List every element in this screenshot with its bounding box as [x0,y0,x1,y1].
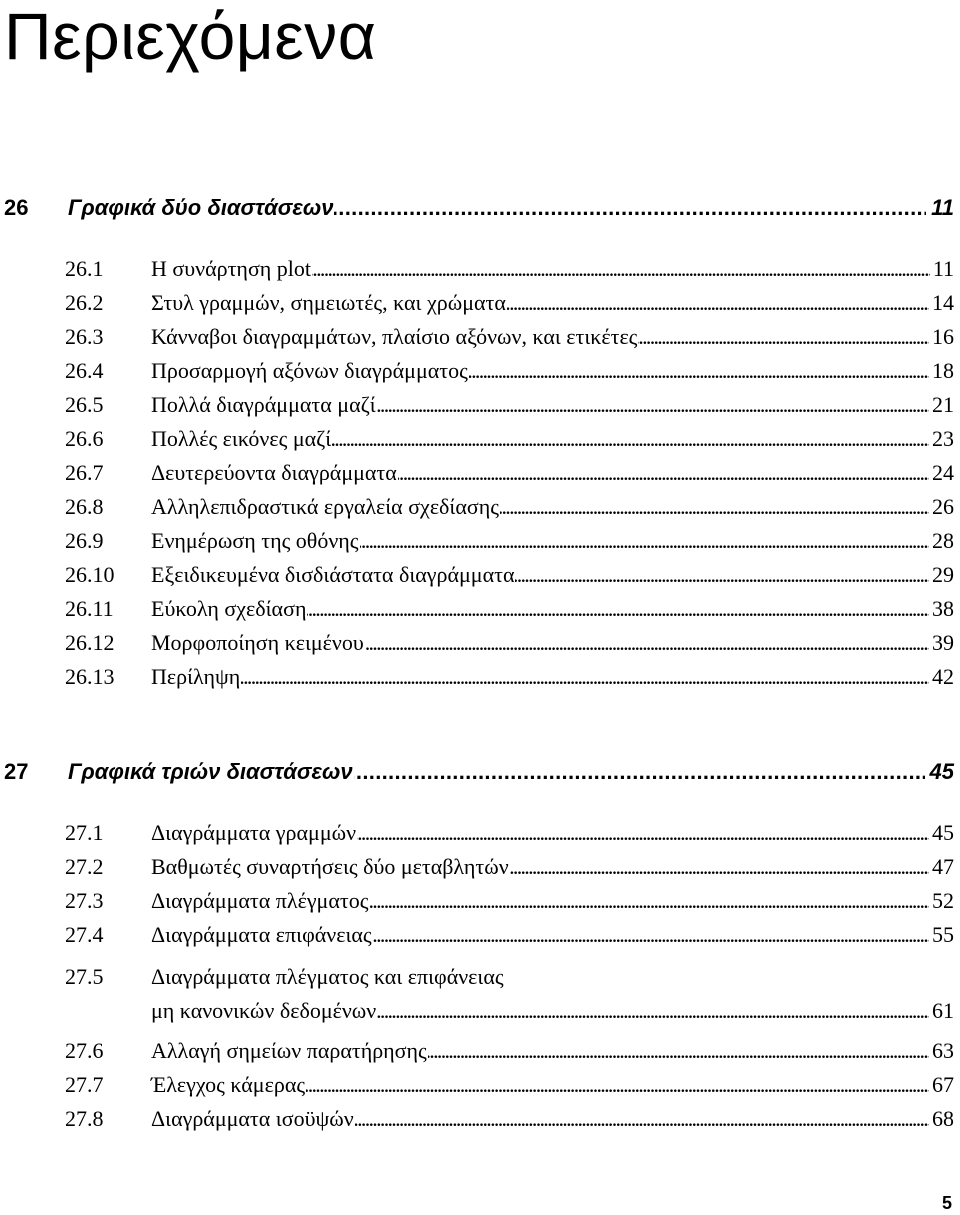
section-page: 52 [932,888,954,913]
section-page: 63 [932,1038,954,1063]
section-page: 21 [932,392,954,417]
toc-entry[interactable] [65,354,954,388]
section-title: Εξειδικευμένα δισδιάστατα διαγράμματα [151,562,515,587]
toc-entry[interactable] [65,456,954,490]
leader-dots [507,286,929,320]
section-title: Έλεγχος κάμερας [151,1072,306,1097]
leader-dots [360,524,929,558]
section-title: Εύκολη σχεδίαση [151,596,307,621]
leader-dots [332,422,929,456]
toc-entry[interactable] [65,884,954,918]
toc-entry[interactable] [65,816,954,850]
section-page: 68 [932,1106,954,1131]
leader-dots [377,388,929,422]
section-number: 27.2 [65,854,104,879]
section-number: 26.5 [65,392,104,417]
toc-entry[interactable] [65,524,954,558]
section-number: 26.11 [65,596,114,621]
section-title: Μορφοποίηση κειμένου [151,630,364,655]
section-number: 26.7 [65,460,104,485]
leader-dots [355,1102,929,1136]
leader-dots [510,850,929,884]
toc-entry[interactable] [65,660,954,694]
toc-entry[interactable] [65,960,954,994]
section-number: 27.3 [65,888,104,913]
section-number: 26.1 [65,256,104,281]
section-title: Περίληψη [151,664,241,689]
section-page: 28 [932,528,954,553]
section-page: 14 [932,290,954,315]
toc-chapter-27[interactable] [0,756,954,788]
section-page: 18 [932,358,954,383]
section-page: 38 [932,596,954,621]
leader-dots [500,490,929,524]
section-number: 27.6 [65,1038,104,1063]
section-page: 45 [932,820,954,845]
chapter-page: 45 [929,759,954,784]
toc-entry[interactable] [65,1034,954,1068]
section-number: 26.12 [65,630,115,655]
toc-chapter-26[interactable] [0,192,954,224]
leader-dots [373,918,929,952]
section-number: 27.7 [65,1072,104,1097]
section-number: 27.8 [65,1106,104,1131]
section-title: Διαγράμματα πλέγματος και επιφάνειας [151,964,504,989]
leader-dots [377,994,929,1028]
section-page: 11 [932,256,954,281]
section-title: Στυλ γραμμών, σημειωτές, και χρώματα [151,290,506,315]
section-number: 26.4 [65,358,104,383]
section-page: 67 [932,1072,954,1097]
toc-entry[interactable] [65,490,954,524]
section-page: 16 [932,324,954,349]
section-number: 26.6 [65,426,104,451]
leader-dots [307,592,929,626]
chapter-page: 11 [931,195,954,220]
section-title-line2: μη κανονικών δεδομένων [151,998,377,1023]
leader-dots [369,884,929,918]
toc-entry[interactable] [65,626,954,660]
section-page: 55 [932,922,954,947]
section-number: 26.10 [65,562,115,587]
section-title: Βαθμωτές συναρτήσεις δύο μεταβλητών [151,854,509,879]
section-number: 26.13 [65,664,115,689]
section-page: 24 [932,460,954,485]
chapter-title: Γραφικά δύο διαστάσεων [68,195,334,220]
leader-dots [398,456,929,490]
section-page: 23 [932,426,954,451]
section-title: Η συνάρτηση plot [151,256,312,281]
toc-entry[interactable] [65,592,954,626]
section-number: 26.8 [65,494,104,519]
leader-dots [306,1068,929,1102]
page-number: 5 [941,1193,952,1213]
section-title: Διαγράμματα ισοϋψών [151,1106,354,1131]
leader-dots [365,626,929,660]
leader-dots [241,660,929,694]
chapter-number: 27 [4,759,29,784]
section-page: 42 [932,664,954,689]
section-title: Διαγράμματα επιφάνειας [151,922,372,947]
section-title: Αλληλεπιδραστικά εργαλεία σχεδίασης [151,494,499,519]
section-title: Αλλαγή σημείων παρατήρησης [151,1038,427,1063]
chapter-number: 26 [4,195,29,220]
toc-entry[interactable] [65,558,954,592]
section-page: 26 [932,494,954,519]
section-title: Πολλά διαγράμματα μαζί [151,392,376,417]
toc-entry[interactable] [65,1102,954,1136]
toc-entry-continuation[interactable] [65,994,954,1028]
section-page: 47 [932,854,954,879]
leader-dots [638,320,929,354]
section-page: 39 [932,630,954,655]
toc-entry[interactable] [65,252,954,286]
toc-entry[interactable] [65,1068,954,1102]
section-number: 26.9 [65,528,104,553]
section-title: Κάνναβοι διαγραμμάτων, πλαίσιο αξόνων, και ετικέτες [151,324,638,349]
leader-dots [469,354,929,388]
leader-dots [354,756,925,788]
toc-entry[interactable] [65,286,954,320]
section-page: 61 [932,998,954,1023]
leader-dots [515,558,929,592]
toc-entry[interactable] [65,320,954,354]
section-title: Διαγράμματα γραμμών [151,820,357,845]
chapter-title: Γραφικά τριών διαστάσεων [68,759,353,784]
toc-entry[interactable] [65,422,954,456]
section-title: Προσαρμογή αξόνων διαγράμματος [151,358,468,383]
section-page: 29 [932,562,954,587]
toc-entry[interactable] [65,850,954,884]
leader-dots [428,1034,929,1068]
toc-entry[interactable] [65,388,954,422]
section-number: 27.5 [65,964,104,989]
section-number: 26.2 [65,290,104,315]
leader-dots [357,816,929,850]
page-title: Περιεχόμενα [4,0,377,73]
toc-entry[interactable] [65,918,954,952]
section-number: 26.3 [65,324,104,349]
section-number: 27.1 [65,820,104,845]
leader-dots [312,252,930,286]
section-title: Διαγράμματα πλέγματος [151,888,369,913]
section-title: Δευτερεύοντα διαγράμματα [151,460,397,485]
leader-dots [334,192,926,224]
section-title: Ενημέρωση της οθόνης [151,528,359,553]
section-title: Πολλές εικόνες μαζί [151,426,332,451]
section-number: 27.4 [65,922,104,947]
